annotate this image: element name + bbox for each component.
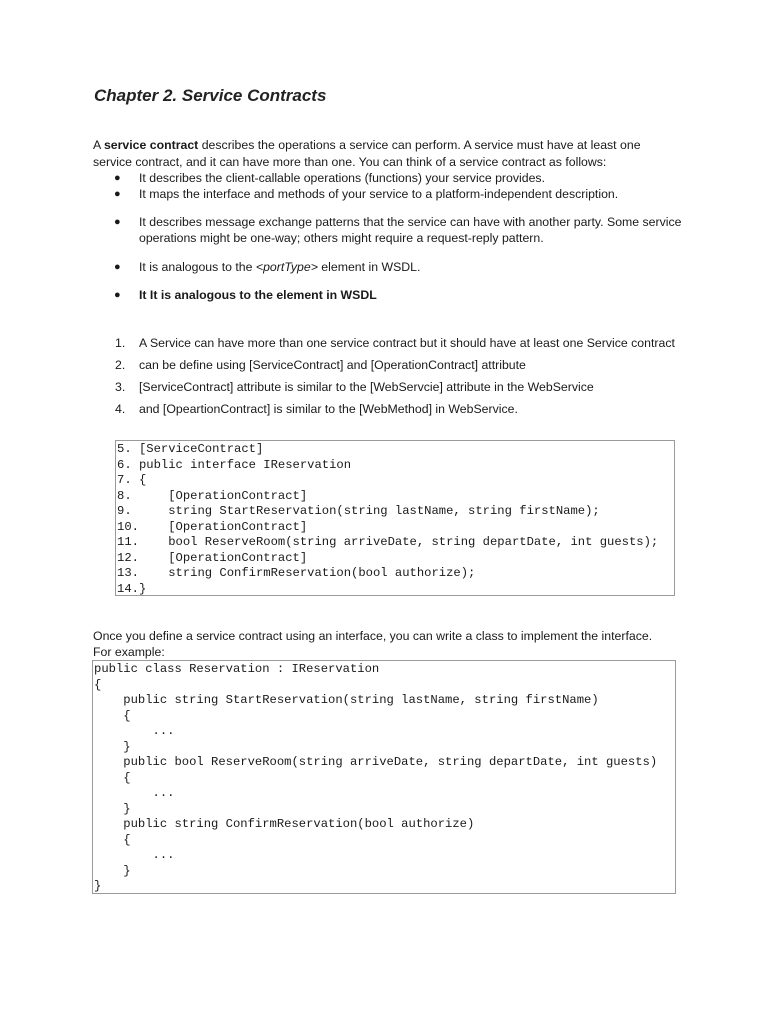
code-line: 13. string ConfirmReservation(bool authorize);	[117, 566, 476, 580]
code-line: 7. {	[117, 473, 147, 487]
bullet-item: ● It It is analogous to the element in WSDL	[114, 288, 377, 302]
code-line: }	[94, 801, 131, 816]
intro-line-2: service contract, and it can have more than one. You can think of a service contract as follows:	[93, 155, 607, 169]
code-line: }	[94, 863, 131, 878]
intro-line-1: A service contract describes the operations a service can perform. A service must have at least one	[93, 138, 641, 152]
code-line: {	[94, 770, 131, 785]
code-line: {	[94, 832, 131, 847]
code-line: 9. string StartReservation(string lastName, string firstName);	[117, 504, 600, 518]
code-line: 14.}	[117, 581, 147, 596]
bullet-icon: ●	[114, 188, 121, 200]
bullet-icon: ●	[114, 216, 121, 228]
code-line: }	[94, 879, 102, 893]
code-line: 8. [OperationContract]	[117, 488, 308, 503]
bullet-item: ● It describes message exchange patterns that the service can have with another party. Some service operations might be one-way; others might require a request-reply pattern.	[114, 215, 682, 245]
bullet-item: ● It describes the client-callable operations (functions) your service provides.	[114, 171, 545, 185]
chapter-title: Chapter 2. Service Contracts	[94, 86, 327, 105]
porttype-term: <portType>	[255, 260, 318, 274]
numbered-item: 1. A Service can have more than one service contract but it should have at least one Service contract	[115, 336, 675, 350]
outro-line-2: For example:	[93, 645, 165, 659]
code-line: }	[94, 739, 131, 754]
intro-paragraph	[93, 137, 693, 171]
code-line: public class Reservation : IReservation	[94, 662, 380, 676]
numbered-list	[93, 335, 683, 417]
code-line: 12. [OperationContract]	[117, 550, 308, 565]
numbered-item: 4. and [OpeartionContract] is similar to the [WebMethod] in WebService.	[115, 402, 518, 416]
code-line: 10. [OperationContract]	[117, 519, 308, 534]
code-line: public string ConfirmReservation(bool authorize)	[94, 817, 475, 831]
numbered-item: 3. [ServiceContract] attribute is similar to the [WebServcie] attribute in the WebService	[115, 380, 594, 394]
code-line: public bool ReserveRoom(string arriveDate, string departDate, int guests)	[94, 755, 658, 769]
code-line: ...	[94, 724, 175, 738]
bullet-list	[93, 170, 683, 303]
code-line: ...	[94, 786, 175, 800]
interface-code-block	[115, 440, 675, 596]
bullet-item: ● It maps the interface and methods of your service to a platform-independent description.	[114, 187, 619, 201]
code-line: 5. [ServiceContract]	[117, 442, 264, 456]
code-line: {	[94, 708, 131, 723]
outro-line-1: Once you define a service contract using an interface, you can write a class to implement the interface.	[93, 629, 653, 643]
code-line: {	[94, 677, 102, 692]
numbered-item: 2. can be define using [ServiceContract] and [OperationContract] attribute	[115, 358, 526, 372]
code-line: 11. bool ReserveRoom(string arriveDate, string departDate, int guests);	[117, 535, 659, 549]
bullet-item: ● It is analogous to the <portType> element in WSDL.	[114, 260, 421, 274]
code-line: public string StartReservation(string lastName, string firstName)	[94, 693, 599, 707]
code-line: ...	[94, 848, 175, 862]
class-code-block	[92, 660, 676, 894]
bullet-icon: ●	[114, 289, 121, 301]
outro-paragraph	[93, 628, 693, 660]
code-line: 6. public interface IReservation	[117, 457, 352, 472]
service-contract-term: service contract	[103, 138, 199, 152]
bullet-icon: ●	[114, 261, 121, 273]
bullet-icon: ●	[114, 172, 121, 184]
